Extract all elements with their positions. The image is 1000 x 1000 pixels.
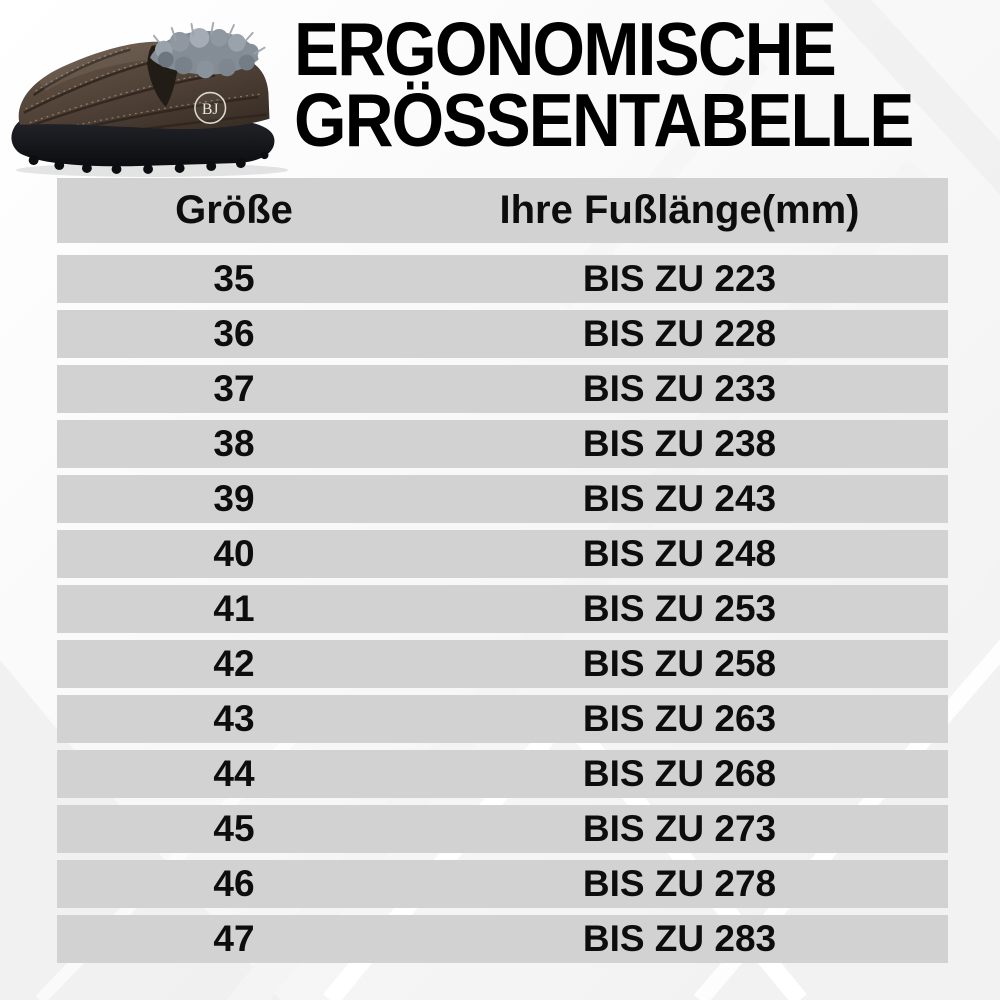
length-cell: BIS ZU 278: [582, 863, 777, 904]
length-cell: BIS ZU 233: [582, 368, 777, 409]
length-cell: BIS ZU 258: [582, 643, 777, 684]
table-row: [57, 805, 948, 853]
table-row: [57, 420, 948, 468]
size-cell: 40: [213, 533, 255, 574]
size-cell: 38: [213, 423, 255, 464]
length-cell: BIS ZU 283: [582, 918, 777, 959]
table-header-row: [57, 178, 948, 243]
size-cell: 37: [213, 368, 255, 409]
size-cell: 47: [213, 918, 255, 959]
size-table: [57, 178, 948, 970]
length-cell: BIS ZU 273: [582, 808, 777, 849]
page-title: [294, 7, 913, 162]
length-cell: BIS ZU 268: [582, 753, 777, 794]
table-row: [57, 585, 948, 633]
size-cell: 43: [213, 698, 255, 739]
svg-text:BJ: BJ: [201, 100, 219, 118]
length-cell: BIS ZU 248: [582, 533, 777, 574]
size-cell: 35: [213, 258, 255, 299]
table-row: [57, 310, 948, 358]
table-row: [57, 365, 948, 413]
title-line-2: GRÖSSENTABELLE: [294, 78, 913, 162]
brand-logo: [195, 93, 226, 124]
header-size: Größe: [175, 188, 293, 232]
size-cell: 39: [213, 478, 255, 519]
header-length: Ihre Fußlänge(mm): [499, 188, 860, 232]
title-line-1: ERGONOMISCHE: [294, 7, 835, 91]
size-cell: 41: [213, 588, 255, 629]
length-cell: BIS ZU 238: [582, 423, 777, 464]
table-row: [57, 255, 948, 303]
size-cell: 36: [213, 313, 255, 354]
table-row: [57, 860, 948, 908]
table-row: [57, 750, 948, 798]
length-cell: BIS ZU 263: [582, 698, 777, 739]
length-cell: BIS ZU 223: [582, 258, 777, 299]
table-row: [57, 695, 948, 743]
table-row: [57, 475, 948, 523]
table-row: [57, 530, 948, 578]
length-cell: BIS ZU 243: [582, 478, 777, 519]
size-cell: 44: [213, 753, 255, 794]
size-cell: 45: [213, 808, 255, 849]
length-cell: BIS ZU 253: [582, 588, 777, 629]
size-cell: 42: [213, 643, 255, 684]
table-row: [57, 915, 948, 963]
boot-product-image: [6, 16, 302, 182]
size-cell: 46: [213, 863, 255, 904]
table-row: [57, 640, 948, 688]
length-cell: BIS ZU 228: [582, 313, 777, 354]
